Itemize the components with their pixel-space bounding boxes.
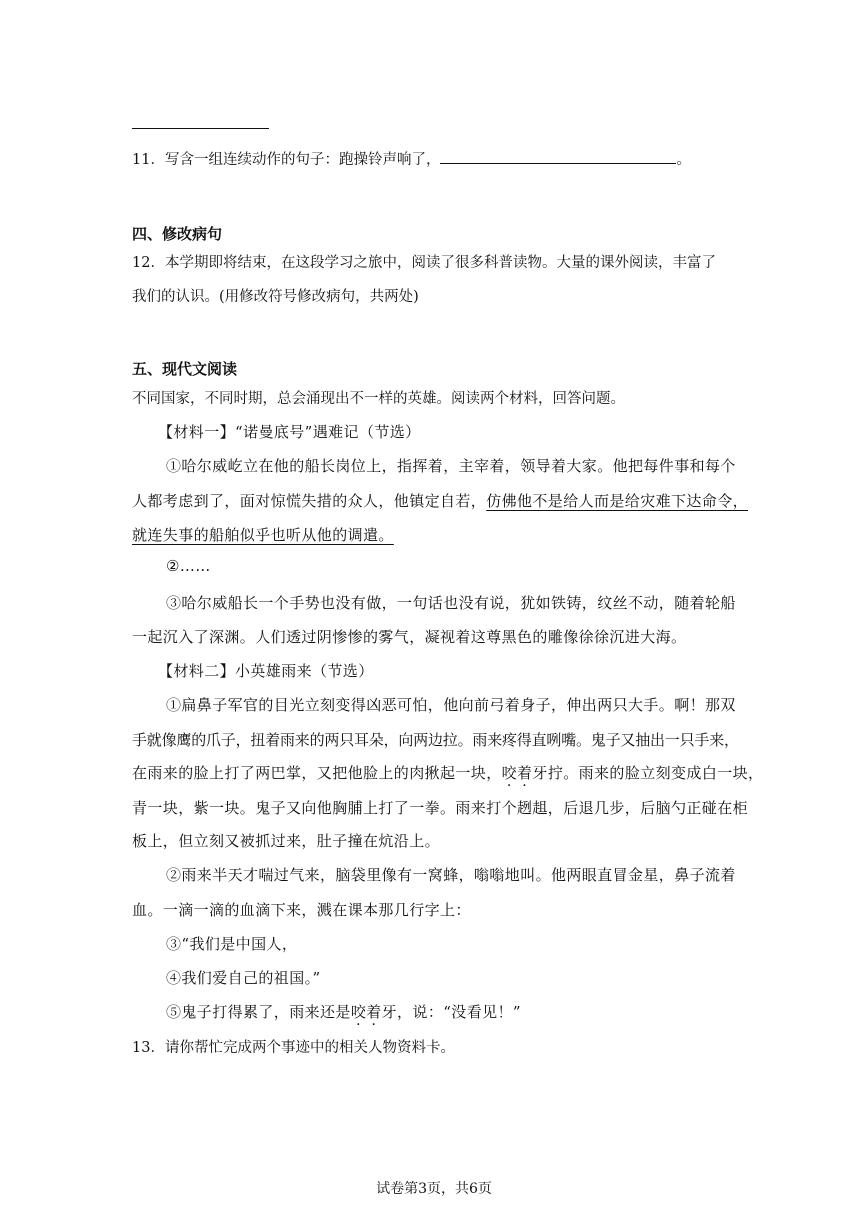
underlined-sentence: 仿佛他不是给人而是给灾难下达命令， xyxy=(486,492,749,510)
section-4-title: 四、修改病句 xyxy=(132,225,223,243)
material-2-p5-a: ⑤鬼子打得累了，雨来还是 xyxy=(166,1003,351,1021)
material-2-p1-line-3-a: 在雨来的脸上打了两巴掌，又把他脸上的肉揪起一块， xyxy=(132,764,502,782)
material-2-p3: ③“我们是中国人， xyxy=(166,935,298,953)
material-2-p4: ④我们爱自己的祖国。” xyxy=(166,969,321,987)
material-2-p1-line-2: 手就像鹰的爪子，扭着雨来的两只耳朵，向两边拉。雨来疼得直咧嘴。鬼子又抽出一只手来， xyxy=(132,731,739,749)
question-12-line-2: 我们的认识。(用修改符号修改病句，共两处) xyxy=(132,289,419,305)
dotted-char: 着 xyxy=(517,764,533,782)
material-1-heading: 【材料一】“诺曼底号”遇难记（节选） xyxy=(158,423,421,441)
question-12-line-1: 12．本学期即将结束，在这段学习之旅中，阅读了很多科普读物。大量的课外阅读，丰富了 xyxy=(132,255,716,271)
material-2-p1-line-4: 青一块，紫一块。鬼子又向他胸脯上打了一拳。雨来打个趔趄，后退几步，后脑勺正碰在柜 xyxy=(132,799,749,817)
material-2-p1-line-3 xyxy=(132,762,763,783)
material-1-p1-line-2 xyxy=(132,490,748,511)
question-11-answer-blank[interactable] xyxy=(440,149,676,164)
dotted-char: 咬 xyxy=(501,764,518,782)
material-2-p1-line-5: 板上，但立刻又被抓过来，肚子撞在炕沿上。 xyxy=(132,832,441,850)
section-5-title: 五、现代文阅读 xyxy=(132,360,238,378)
question-11-end: 。 xyxy=(676,152,691,168)
material-2-p2-line-1: ②雨来半天才喘过气来，脑袋里像有一窝蜂，嗡嗡地叫。他两眼直冒金星，鼻子流着 xyxy=(166,866,736,884)
section-5-intro: 不同国家，不同时期，总会涌现出不一样的英雄。阅读两个材料，回答问题。 xyxy=(132,391,625,407)
material-1-p3-line-1: ③哈尔威船长一个手势也没有做，一句话也没有说，犹如铁铸，纹丝不动，随着轮船 xyxy=(166,594,736,612)
material-2-p1-line-3-b: 牙拧。雨来的脸立刻变成白一块， xyxy=(532,764,764,782)
question-13: 13．请你帮忙完成两个事迹中的相关人物资料卡。 xyxy=(132,1040,455,1056)
material-1-p1-line-1: ①哈尔威屹立在他的船长岗位上，指挥着，主宰着，领导着大家。他把每件事和每个 xyxy=(166,457,736,475)
dotted-char: 咬 xyxy=(350,1003,367,1021)
material-1-p1-line-2-text: 人都考虑到了，面对惊慌失措的众人，他镇定自若， xyxy=(132,492,487,510)
answer-blank-line xyxy=(132,128,269,129)
material-1-p1-line-3: 就连失事的船舶似乎也听从他的调遣。 xyxy=(132,526,394,544)
material-2-p5 xyxy=(166,1001,521,1022)
material-2-p2-line-2: 血。一滴一滴的血滴下来，溅在课本那几行字上： xyxy=(132,901,471,919)
material-1-p2: ②…… xyxy=(166,557,211,575)
question-11 xyxy=(132,148,691,169)
material-2-p5-b: 牙，说：“没看见！” xyxy=(381,1003,521,1021)
dotted-char: 着 xyxy=(366,1003,382,1021)
material-2-p1-line-1: ①扁鼻子军官的目光立刻变得凶恶可怕，他向前弓着身子，伸出两只大手。啊！那双 xyxy=(166,696,736,714)
page-footer: 试卷第3页，共6页 xyxy=(376,1181,492,1197)
material-2-heading: 【材料二】小英雄雨来（节选） xyxy=(158,662,374,680)
question-11-label: 11．写含一组连续动作的句子：跑操铃声响了， xyxy=(132,152,441,168)
material-1-p3-line-2: 一起沉入了深渊。人们透过阴惨惨的雾气，凝视着这尊黑色的雕像徐徐沉进大海。 xyxy=(132,628,687,646)
